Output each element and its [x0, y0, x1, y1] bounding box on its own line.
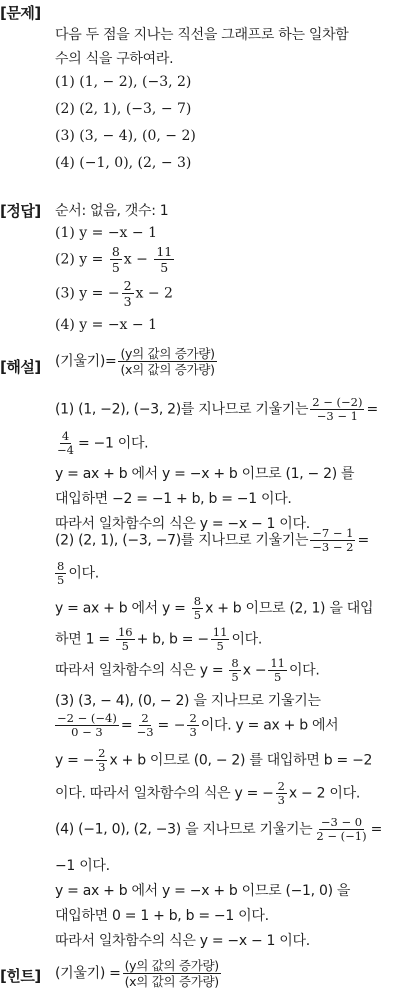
numerator: 2 — [189, 711, 197, 725]
equals: = — [366, 401, 379, 418]
hint-prefix: (기울기) = — [55, 965, 121, 982]
part2-line5 — [55, 657, 320, 684]
answer-label: [정답] — [0, 202, 41, 220]
part1-line4: 대입하면 −2 = −1 + b, b = −1 이다. — [55, 491, 292, 507]
numerator: 11 — [156, 244, 173, 259]
denominator: 5 — [57, 573, 65, 587]
problem-intro-line2: 수의 식을 구하여라. — [55, 51, 174, 67]
fraction — [135, 712, 156, 739]
denominator: (x의 값의 증가량) — [124, 974, 219, 989]
denominator: −3 − 1 — [316, 409, 358, 423]
denominator: (x의 값의 증가량) — [120, 362, 215, 377]
fraction — [276, 780, 287, 807]
problem-item-3: (3) (3, − 4), (0, − 2) — [55, 128, 196, 144]
denominator: 5 — [160, 260, 169, 275]
part2-line3-prefix: y = ax + b 에서 y = — [55, 600, 190, 617]
part2-line5-mid: x − — [242, 662, 267, 679]
part4-line4: 대입하면 0 = 1 + b, b = −1 이다. — [55, 908, 269, 924]
equals: = — [120, 717, 133, 734]
denominator: 2 − (−1) — [316, 829, 367, 843]
part4-line5: 따라서 일차함수의 식은 y = −x − 1 이다. — [55, 933, 310, 949]
numerator: 2 — [141, 711, 149, 725]
denominator: 5 — [121, 639, 129, 653]
part2-line1 — [55, 527, 369, 554]
part1-line3: y = ax + b 에서 y = −x + b 이므로 (1, − 2) 를 — [55, 466, 355, 482]
part1-line1 — [55, 396, 378, 423]
part2-line4-mid: + b, b = − — [136, 631, 209, 648]
part3-line2-suffix: 이다. y = ax + b 에서 — [200, 717, 339, 734]
numerator: 2 — [277, 779, 285, 793]
fraction — [123, 958, 221, 989]
part3-line3-suffix: x + b 이므로 (0, − 2) 를 대입하면 b = −2 — [109, 752, 373, 769]
numerator: 8 — [193, 594, 202, 608]
fraction — [118, 346, 216, 377]
denominator: 3 — [189, 725, 197, 739]
fraction — [96, 747, 107, 774]
problem-item-2: (2) (2, 1), (−3, − 7) — [55, 101, 192, 117]
answer-meta: 순서: 없음, 갯수: 1 — [55, 203, 169, 219]
part4-line1 — [55, 816, 382, 843]
part4-line3: y = ax + b 에서 y = −x + b 이므로 (−1, 0) 을 — [55, 883, 351, 899]
answer-2 — [55, 244, 176, 275]
part2-line3-suffix: x + b 이므로 (2, 1) 을 대입 — [205, 600, 374, 617]
answer-3-prefix: (3) y = − — [55, 285, 120, 302]
problem-item-1: (1) (1, − 2), (−3, 2) — [55, 74, 192, 90]
equals: = — [357, 532, 370, 549]
denominator: 0 − 3 — [71, 725, 103, 739]
fraction — [268, 657, 287, 684]
numerator: 16 — [117, 625, 133, 639]
hint-label: [힌트] — [0, 967, 41, 985]
numerator: −2 − (−4) — [57, 711, 117, 725]
fraction — [55, 560, 66, 587]
equals: = — [370, 821, 383, 838]
part1-result: = −1 이다. — [77, 435, 149, 452]
part2-line4-suffix: 이다. — [231, 631, 263, 648]
part4-text: (4) (−1, 0), (2, −3) 을 지나므로 기울기는 — [55, 821, 313, 838]
fraction — [110, 244, 122, 275]
denominator: −3 — [136, 725, 154, 739]
answer-2-mid: x − — [123, 251, 153, 268]
answer-2-prefix: (2) y = — [55, 251, 108, 268]
slope-definition-prefix: (기울기)= — [55, 353, 117, 370]
fraction — [192, 595, 203, 622]
answer-3-suffix: x − 2 — [135, 285, 173, 302]
denominator: 5 — [193, 608, 202, 622]
numerator: 8 — [111, 244, 120, 259]
numerator: 11 — [270, 656, 285, 670]
denominator: 3 — [277, 793, 285, 807]
fraction — [310, 527, 355, 554]
fraction — [154, 244, 174, 275]
part1-text: (1) (1, −2), (−3, 2)를 지나므로 기울기는 — [55, 401, 309, 418]
hint-formula — [55, 958, 223, 989]
part3-mid: = − — [157, 717, 186, 734]
part2-line2 — [53, 560, 99, 587]
part2-line3 — [55, 595, 373, 622]
fraction — [310, 396, 364, 423]
slope-definition — [55, 346, 219, 377]
denominator: −3 − 2 — [312, 540, 354, 554]
fraction — [55, 712, 119, 739]
denominator: −4 — [57, 443, 74, 457]
part3-line1: (3) (3, − 4), (0, − 2) 을 지나므로 기울기는 — [55, 693, 321, 709]
numerator: 2 − (−2) — [312, 395, 363, 409]
part2-text: (2) (2, 1), (−3, −7)를 지나므로 기울기는 — [55, 532, 309, 549]
problem-item-4: (4) (−1, 0), (2, − 3) — [55, 155, 192, 171]
answer-1: (1) y = −x − 1 — [55, 225, 157, 241]
numerator: 11 — [212, 625, 228, 639]
part2-line5-suffix: 이다. — [288, 662, 320, 679]
denominator: 5 — [231, 670, 239, 684]
part2-line5-prefix: 따라서 일차함수의 식은 y = — [55, 662, 228, 679]
denominator: 3 — [98, 760, 106, 774]
fraction — [314, 816, 368, 843]
numerator: (y의 값의 증가량) — [120, 346, 215, 361]
part1-line2 — [53, 430, 148, 457]
part1-line5: 따라서 일차함수의 식은 y = −x − 1 이다. — [55, 516, 310, 532]
denominator: 3 — [123, 294, 132, 309]
fraction — [211, 626, 230, 653]
part3-line4-prefix: 이다. 따라서 일차함수의 식은 y = − — [55, 785, 274, 802]
problem-intro-line1: 다음 두 점을 지나는 직선을 그래프로 하는 일차함 — [55, 27, 349, 43]
numerator: −7 − 1 — [312, 526, 354, 540]
part3-line2 — [53, 712, 338, 739]
fraction — [187, 712, 198, 739]
part3-line4 — [55, 780, 360, 807]
answer-3 — [55, 278, 173, 309]
explanation-label: [해설] — [0, 358, 41, 376]
problem-label: [문제] — [0, 4, 41, 22]
fraction — [116, 626, 135, 653]
denominator: 5 — [111, 260, 120, 275]
fraction — [122, 278, 134, 309]
numerator: 2 — [98, 746, 106, 760]
numerator: 4 — [61, 429, 70, 443]
fraction — [55, 430, 76, 457]
part2-line4-prefix: 하면 1 = — [55, 631, 114, 648]
part2-line4 — [55, 626, 262, 653]
part3-line3-prefix: y = − — [55, 752, 95, 769]
answer-4: (4) y = −x − 1 — [55, 317, 157, 333]
numerator: 8 — [57, 559, 65, 573]
part3-line4-suffix: x − 2 이다. — [288, 785, 360, 802]
numerator: −3 − 0 — [320, 815, 363, 829]
numerator: 8 — [231, 656, 239, 670]
denominator: 5 — [273, 670, 282, 684]
denominator: 5 — [216, 639, 224, 653]
numerator: (y의 값의 증가량) — [124, 958, 219, 973]
part4-line2: −1 이다. — [55, 858, 110, 874]
fraction — [229, 657, 240, 684]
part2-result: 이다. — [68, 565, 99, 582]
part3-line3 — [55, 747, 372, 774]
numerator: 2 — [123, 278, 132, 293]
